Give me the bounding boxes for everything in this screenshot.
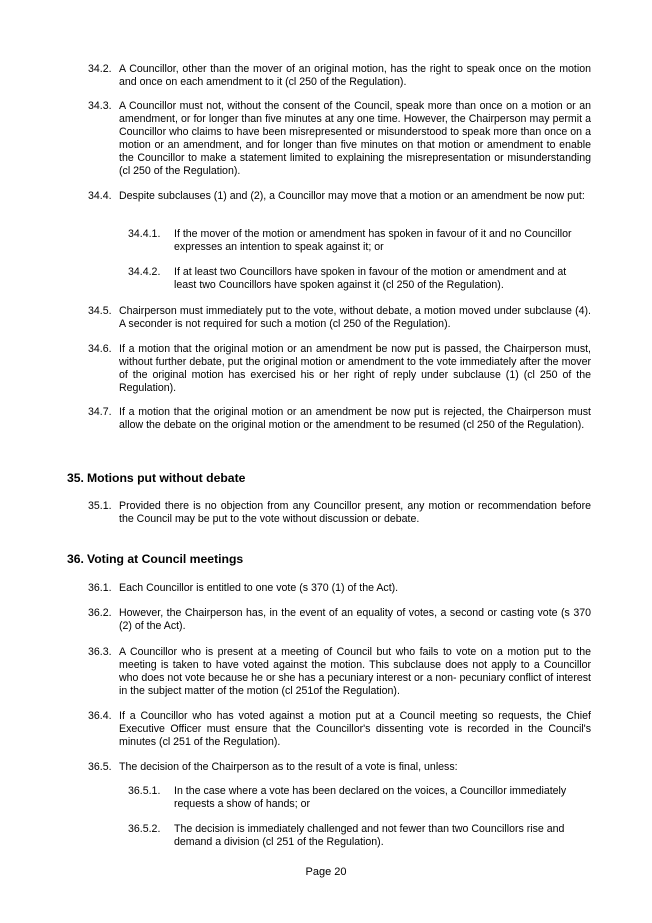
clause-number: 36.5.: [88, 761, 112, 773]
section-heading-36: [67, 553, 243, 566]
clause-text: If a motion that the original motion or an amendment be now put is passed, the Chairperson must, without further debate, put the original motion or amendment to the vote immediately after the mover of the original motion has exercised his or her right of reply under subclause (1) (cl 250 of the Regulation).: [119, 343, 591, 394]
clause-number: 34.7.: [88, 406, 112, 418]
clause-text: Each Councillor is entitled to one vote (s 370 (1) of the Act).: [119, 582, 399, 594]
clause-text: If at least two Councillors have spoken in favour of the motion or amendment and at least two Councillors have spoken against it (cl 250 of the Regulation).: [174, 266, 567, 291]
clause-text: If a Councillor who has voted against a motion put at a Council meeting so requests, the Chief Executive Officer must ensure that the Councillor's dissenting vote is recorded in the Council's minutes (cl 251 of the Regulation).: [119, 710, 591, 748]
clause-number: 36.4.: [88, 710, 112, 722]
clause-text: Chairperson must immediately put to the vote, without debate, a motion moved under subclause (4). A seconder is not required for such a motion (cl 250 of the Regulation).: [119, 305, 591, 330]
clause-number: 36.1.: [88, 582, 112, 594]
clause-36-4: [88, 710, 591, 749]
clause-text: A Councillor, other than the mover of an original motion, has the right to speak once on the motion and once on each amendment to it (cl 250 of the Regulation).: [119, 63, 591, 88]
subclause-34-4-1: [128, 228, 591, 254]
clause-text: A Councillor must not, without the consent of the Council, speak more than once on a motion or an amendment, or for longer than five minutes at any one time. However, the Chairperson may permit a Councillor who claims to have been misrepresented or misunderstood to speak more than once on a motion or an amendment, and for longer than five minutes on that motion or amendment to enable the Councillor to make a statement limited to explaining the misrepresentation or misunderstanding (cl 250 of the Regulation).: [119, 100, 591, 177]
subclause-34-4-2: [128, 266, 591, 292]
clause-34-5: [88, 305, 591, 331]
page-number: Page 20: [305, 866, 347, 878]
section-number: 35.: [67, 471, 84, 485]
clause-number: 34.4.: [88, 190, 112, 202]
clause-text: The decision of the Chairperson as to the result of a vote is final, unless:: [119, 761, 458, 773]
clause-text: In the case where a vote has been declared on the voices, a Councillor immediately requests a show of hands; or: [174, 785, 567, 810]
clause-number: 36.3.: [88, 646, 112, 658]
clause-text: If a motion that the original motion or an amendment be now put is rejected, the Chairperson must allow the debate on the original motion or the amendment to be resumed (cl 250 of the Regulation).: [119, 406, 591, 431]
clause-34-2: [88, 63, 591, 89]
clause-text: If the mover of the motion or amendment has spoken in favour of it and no Councillor expresses an intention to speak against it; or: [174, 228, 572, 253]
clause-number: 35.1.: [88, 500, 112, 512]
section-number: 36.: [67, 552, 84, 566]
clause-text: A Councillor who is present at a meeting of Council but who fails to vote on a motion put to the meeting is taken to have voted against the motion. This subclause does not apply to a Councillor who does not vote because he or she has a pecuniary interest or a non- pecuniary conflict of interest in the subject matter of the motion (cl 251of the Regulation).: [119, 646, 591, 697]
subclause-36-5-1: [128, 785, 591, 811]
clause-34-3: [88, 100, 591, 178]
clause-number: 36.5.1.: [128, 785, 161, 797]
clause-34-7: [88, 406, 591, 432]
section-title: Motions put without debate: [87, 471, 246, 485]
clause-number: 34.4.2.: [128, 266, 161, 278]
clause-36-3: [88, 646, 591, 698]
clause-number: 34.5.: [88, 305, 112, 317]
clause-number: 36.5.2.: [128, 823, 161, 835]
clause-36-1: [88, 582, 591, 595]
subclause-36-5-2: [128, 823, 591, 849]
section-heading-35: [67, 472, 245, 485]
section-title: Voting at Council meetings: [87, 552, 244, 566]
clause-34-6: [88, 343, 591, 395]
clause-number: 34.2.: [88, 63, 112, 75]
clause-35-1: [88, 500, 591, 526]
clause-number: 34.3.: [88, 100, 112, 112]
clause-text: However, the Chairperson has, in the event of an equality of votes, a second or casting vote (s 370 (2) of the Act).: [119, 607, 591, 632]
clause-text: Provided there is no objection from any Councillor present, any motion or recommendation before the Council may be put to the vote without discussion or debate.: [119, 500, 591, 525]
clause-text: Despite subclauses (1) and (2), a Councillor may move that a motion or an amendment be now put:: [119, 190, 585, 202]
clause-number: 36.2.: [88, 607, 112, 619]
clause-36-5: [88, 761, 591, 774]
clause-text: The decision is immediately challenged and not fewer than two Councillors rise and demand a division (cl 251 of the Regulation).: [174, 823, 565, 848]
clause-34-4: [88, 190, 591, 203]
clause-36-2: [88, 607, 591, 633]
clause-number: 34.4.1.: [128, 228, 161, 240]
clause-number: 34.6.: [88, 343, 112, 355]
